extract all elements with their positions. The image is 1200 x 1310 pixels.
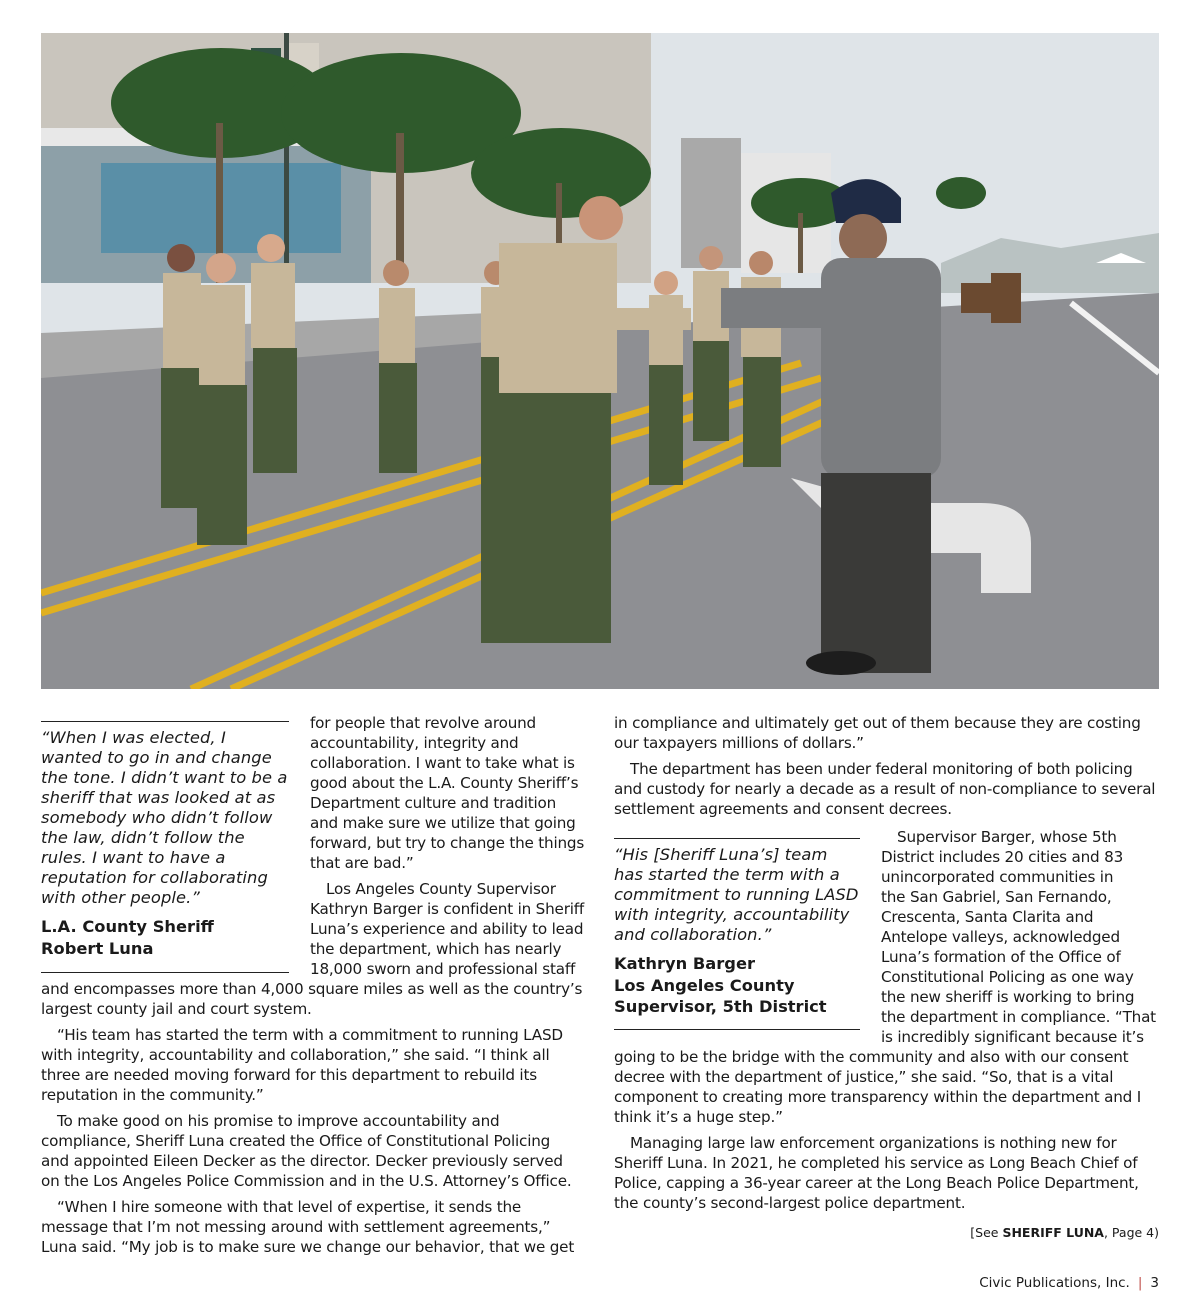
text-line: settlement agreements and consent decrees. (614, 800, 952, 818)
article-column-left (41, 979, 601, 1257)
pull-quote-text: “His [Sheriff Luna’s] team has started the term with a commitment to running LASD with integrity, accountability and collaboration.” (614, 845, 859, 944)
text-line: accountability, integrity and (310, 734, 519, 752)
pull-quote-attribution (614, 953, 860, 1018)
text-line: and custody for nearly a decade as a result of non-compliance to several (614, 780, 1156, 798)
text-line: good about the L.A. County Sheriff’s (310, 774, 579, 792)
text-line: that are bad.” (310, 854, 414, 872)
text-line: unincorporated communities in (881, 868, 1114, 886)
page-footer (979, 1275, 1159, 1291)
continued-reference (970, 1225, 1159, 1240)
text-line: message that I’m not messing around with settlement agreements,” (41, 1218, 551, 1236)
pull-quote-sheriff (41, 721, 289, 973)
text-line: the new sheriff is working to bring (881, 988, 1135, 1006)
text-line: is incredibly significant because it’s (881, 1028, 1144, 1046)
pull-quote-attribution (41, 916, 289, 959)
text-line: Luna’s experience and ability to lead (310, 920, 584, 938)
text-line: Managing large law enforcement organizations is nothing new for (630, 1134, 1117, 1152)
text-line: Antelope valleys, acknowledged (881, 928, 1120, 946)
deputy-1 (161, 244, 201, 508)
text-line: collaboration. I want to take what is (310, 754, 575, 772)
text-line: Kathryn Barger is confident in Sheriff (310, 900, 585, 918)
article-column-right-narrow (881, 827, 1163, 1047)
text-line: District includes 20 cities and 83 (881, 848, 1124, 866)
text-line: in compliance and ultimately get out of them because they are costing (614, 714, 1141, 732)
text-line: largest county jail and court system. (41, 1000, 312, 1018)
pull-quote-barger (614, 838, 860, 1030)
attribution-name: Kathryn Barger (614, 954, 756, 973)
attribution-district: Supervisor, 5th District (614, 997, 827, 1016)
text-line: Police, capping a 36-year career at the Long Beach Police Department, (614, 1174, 1139, 1192)
text-line: compliance, Sheriff Luna created the Office of Constitutional Policing (41, 1132, 551, 1150)
see-name: SHERIFF LUNA (1002, 1225, 1104, 1240)
text-line: going to be the bridge with the community and also with our consent (614, 1048, 1129, 1066)
dark-pants (821, 473, 931, 673)
text-line: the San Gabriel, San Fernando, (881, 888, 1112, 906)
text-line: Sheriff Luna. In 2021, he completed his service as Long Beach Chief of (614, 1154, 1138, 1172)
see-suffix: , Page 4) (1103, 1225, 1159, 1240)
text-line: To make good on his promise to improve accountability and (57, 1112, 500, 1130)
attribution-title: L.A. County Sheriff (41, 917, 214, 936)
article-column-right-bottom (614, 1047, 1162, 1213)
article-column-middle (310, 713, 600, 979)
text-line: for people that revolve around (310, 714, 537, 732)
text-line: with integrity, accountability and collaboration,” she said. “I think all (41, 1046, 550, 1064)
deputy-3 (251, 234, 297, 473)
text-line: and encompasses more than 4,000 square miles as well as the country’s (41, 980, 583, 998)
text-line: Crescenta, Santa Clarita and (881, 908, 1094, 926)
text-line: the department, which has nearly (310, 940, 562, 958)
footer-separator: | (1137, 1275, 1143, 1291)
grey-hoodie (821, 258, 941, 478)
text-line: three are needed moving forward for this department to rebuild its (41, 1066, 537, 1084)
text-line: Los Angeles County Supervisor (326, 880, 556, 898)
publisher-name: Civic Publications, Inc. (979, 1275, 1130, 1291)
text-line: the county’s second-largest police department. (614, 1194, 966, 1212)
text-line: “His team has started the term with a commitment to running LASD (57, 1026, 563, 1044)
text-line: and make sure we utilize that going (310, 814, 576, 832)
page-number: 3 (1150, 1275, 1159, 1291)
text-line: “When I hire someone with that level of expertise, it sends the (57, 1198, 522, 1216)
text-line: Luna’s formation of the Office of (881, 948, 1121, 966)
deputy-6 (649, 271, 683, 485)
text-line: the department in compliance. “That (881, 1008, 1156, 1026)
attribution-title: Los Angeles County (614, 975, 795, 995)
article-column-right-top (614, 713, 1162, 819)
deputy-8 (741, 251, 781, 467)
text-line: The department has been under federal monitoring of both policing (630, 760, 1133, 778)
deputy-4 (379, 260, 417, 473)
pull-quote-text: “When I was elected, I wanted to go in and change the tone. I didn’t want to be a sheriff that was looked at as somebody who didn’t follow the law, didn’t follow the rules. I want to have a reputation for collaborating with other people.” (41, 728, 288, 907)
text-line: 18,000 sworn and professional staff (310, 960, 576, 978)
see-prefix: [See (970, 1225, 1003, 1240)
text-line: forward, but try to change the things (310, 834, 585, 852)
text-line: on the Los Angeles Police Commission and in the U.S. Attorney’s Office. (41, 1172, 572, 1190)
text-line: decree with the department of justice,” she said. “So, that is a vital (614, 1068, 1114, 1086)
deputy-7 (693, 246, 729, 441)
text-line: Constitutional Policing as one way (881, 968, 1134, 986)
attribution-name: Robert Luna (41, 938, 154, 958)
parade-photo-illustration (41, 33, 1159, 689)
text-line: and appointed Eileen Decker as the director. Decker previously served (41, 1152, 563, 1170)
deputy-2 (197, 253, 247, 545)
text-line: our taxpayers millions of dollars.” (614, 734, 864, 752)
text-line: reputation in the community.” (41, 1086, 264, 1104)
text-line: component to creating more transparency within the department and I (614, 1088, 1142, 1106)
text-line: Supervisor Barger, whose 5th (897, 828, 1117, 846)
parade-photo (41, 33, 1159, 689)
text-line: think it’s a huge step.” (614, 1108, 783, 1126)
text-line: Luna said. “My job is to make sure we change our behavior, that we get (41, 1238, 575, 1256)
text-line: Department culture and tradition (310, 794, 557, 812)
